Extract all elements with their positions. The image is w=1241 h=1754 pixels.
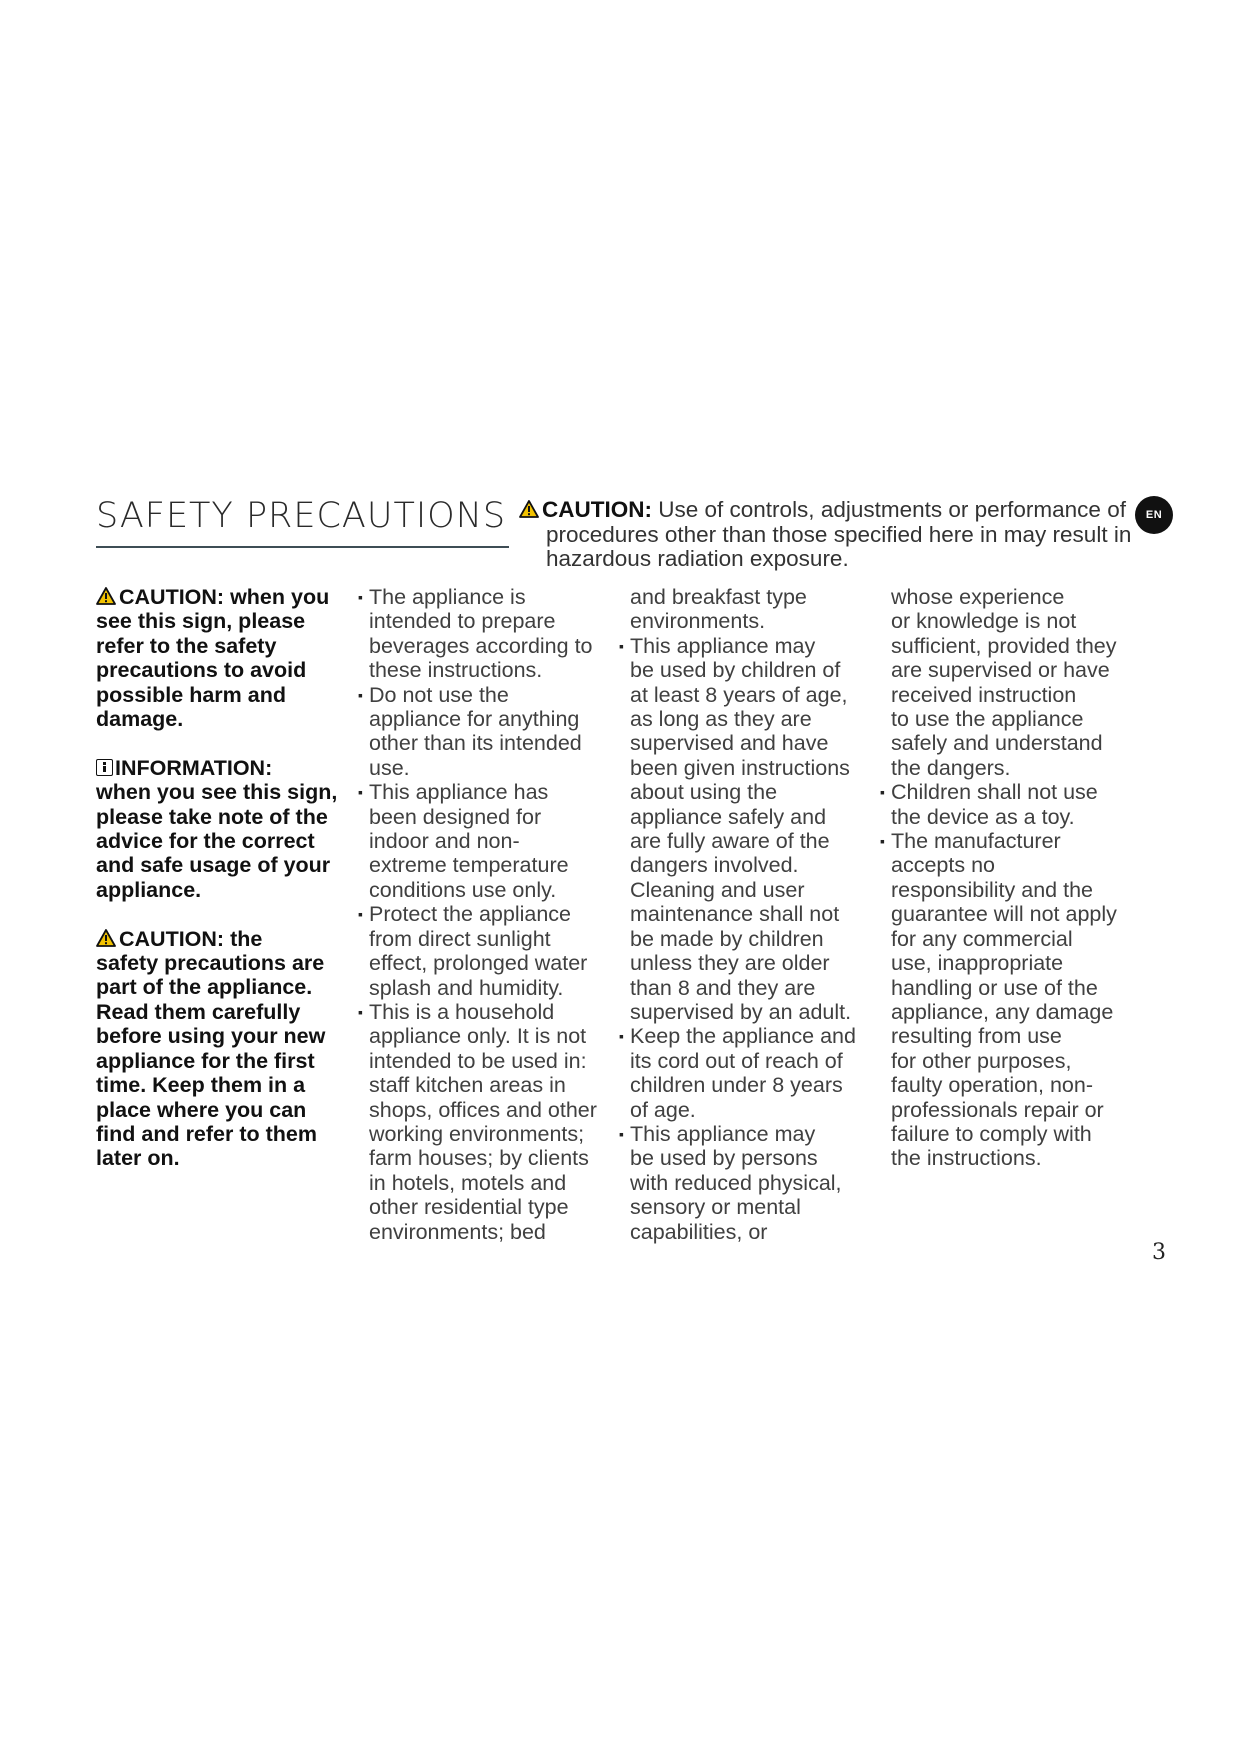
column-text-line: indoor and non-	[369, 829, 520, 854]
information-note	[96, 756, 358, 902]
column-text-line: environments.	[630, 609, 766, 634]
caution-note-line: refer to the safety	[96, 633, 277, 658]
column-text-line: sufficient, provided they	[891, 633, 1117, 658]
top-caution-notice	[519, 498, 1141, 572]
column-text-line: supervised by an adult.	[630, 999, 852, 1024]
information-note-line: please take note of the	[96, 804, 328, 829]
top-caution-label: CAUTION:	[542, 497, 652, 522]
bullet-icon: ▪	[880, 833, 885, 850]
caution-note-line: damage.	[96, 707, 184, 732]
column-text-line: for any commercial	[891, 926, 1073, 951]
column-text-line: sensory or mental	[630, 1195, 801, 1220]
column-text-line: ▪ Do not use the	[358, 682, 509, 707]
information-note-line: when you see this sign,	[96, 780, 338, 805]
column-text-line: splash and humidity.	[369, 975, 564, 1000]
column-text-line: resulting from use	[891, 1024, 1062, 1049]
column-text-line: children under 8 years	[630, 1073, 843, 1098]
caution-safety-note-line: later on.	[96, 1146, 180, 1171]
top-caution-text: Use of controls, adjustments or performance of	[658, 497, 1126, 522]
page-number: 3	[1152, 1240, 1166, 1265]
column-text-line: unless they are older	[630, 951, 830, 976]
column-text-line: working environments;	[369, 1121, 585, 1146]
column-text-line: the instructions.	[891, 1146, 1042, 1171]
column-text-line: ▪ This appliance has	[358, 780, 549, 805]
column-text-line: be used by children of	[630, 658, 841, 683]
language-badge: EN	[1135, 496, 1173, 534]
column-text-line: effect, prolonged water	[369, 951, 588, 976]
column-text-line: shops, offices and other	[369, 1097, 597, 1122]
column-text-line: supervised and have	[630, 731, 829, 756]
column-text-line: whose experience	[891, 585, 1065, 609]
column-text-line: ▪ This appliance may	[619, 633, 816, 658]
warning-triangle-icon	[96, 929, 116, 947]
column-text-line: ▪ The appliance is	[358, 585, 526, 609]
warning-triangle-icon	[519, 500, 539, 518]
caution-safety-note-line: find and refer to them	[96, 1121, 317, 1146]
column-text-line: other residential type	[369, 1195, 569, 1220]
column-text-line: to use the appliance	[891, 707, 1084, 732]
bullet-icon: ▪	[619, 1028, 624, 1045]
caution-safety-note	[96, 927, 358, 1171]
column-text-line: beverages according to	[369, 633, 593, 658]
title-underline	[96, 546, 509, 548]
column-text-line: appliance for anything	[369, 707, 580, 732]
column-text-line: the dangers.	[891, 755, 1011, 780]
column-text-line: ▪ Keep the appliance and	[619, 1024, 856, 1049]
bullet-icon: ▪	[358, 906, 363, 923]
bullet-icon: ▪	[619, 637, 624, 654]
caution-note-line: possible harm and	[96, 682, 286, 707]
column-text-line: the device as a toy.	[891, 804, 1075, 829]
spacer	[96, 731, 358, 755]
information-note-line: and safe usage of your	[96, 853, 331, 878]
text-column-3	[880, 585, 1140, 1171]
text-column-1	[358, 585, 606, 1244]
information-note-line: appliance.	[96, 877, 202, 902]
column-text-line: use.	[369, 755, 410, 780]
column-text-line: been given instructions	[630, 755, 850, 780]
column-text-line: are supervised or have	[891, 658, 1110, 683]
column-text-line: other than its intended	[369, 731, 582, 756]
bullet-icon: ▪	[358, 1003, 363, 1020]
left-column-notes	[96, 585, 358, 1171]
caution-safety-note-line: part of the appliance.	[96, 975, 313, 1000]
column-text-line: ▪ This appliance may	[619, 1121, 816, 1146]
column-text-line: Cleaning and user	[630, 877, 805, 902]
column-text-line: ▪ The manufacturer	[880, 829, 1061, 854]
information-note-line: advice for the correct	[96, 829, 315, 854]
column-text-line: conditions use only.	[369, 877, 557, 902]
column-text-line: intended to be used in:	[369, 1048, 587, 1073]
column-text-line: professionals repair or	[891, 1097, 1104, 1122]
column-text-line: or knowledge is not	[891, 609, 1077, 634]
caution-safety-note-line: appliance for the first	[96, 1048, 315, 1073]
column-text-line: staff kitchen areas in	[369, 1073, 566, 1098]
column-text-line: these instructions.	[369, 658, 543, 683]
column-text-line: responsibility and the	[891, 877, 1093, 902]
column-text-line: failure to comply with	[891, 1121, 1092, 1146]
caution-note-line: CAUTION: when you	[96, 585, 358, 609]
column-text-line: its cord out of reach of	[630, 1048, 843, 1073]
column-text-line: ▪ Children shall not use	[880, 780, 1098, 805]
caution-safety-note-line: CAUTION: the	[96, 927, 358, 951]
column-text-line: be made by children	[630, 926, 824, 951]
column-text-line: extreme temperature	[369, 853, 569, 878]
bullet-icon: ▪	[619, 1125, 624, 1142]
caution-note-line: precautions to avoid	[96, 658, 307, 683]
caution-safety-note-line: place where you can	[96, 1097, 307, 1122]
column-text-line: be used by persons	[630, 1146, 818, 1171]
top-caution-line-1	[519, 498, 1141, 523]
column-text-line: at least 8 years of age,	[630, 682, 848, 707]
column-text-line: from direct sunlight	[369, 926, 551, 951]
column-text-line: appliance, any damage	[891, 999, 1114, 1024]
column-text-line: handling or use of the	[891, 975, 1098, 1000]
column-text-line: environments; bed	[369, 1219, 546, 1244]
column-text-line: accepts no	[891, 853, 995, 878]
bullet-icon: ▪	[358, 784, 363, 801]
caution-safety-note-line: Read them carefully	[96, 999, 301, 1024]
bullet-icon: ▪	[880, 784, 885, 801]
column-text-line: and breakfast type	[630, 585, 807, 609]
column-text-line: ▪ Protect the appliance	[358, 902, 571, 927]
information-note-line: INFORMATION:	[96, 756, 358, 780]
caution-safety-note-line: safety precautions are	[96, 951, 325, 976]
column-text-line: intended to prepare	[369, 609, 556, 634]
warning-triangle-icon	[96, 587, 116, 605]
column-text-line: for other purposes,	[891, 1048, 1072, 1073]
caution-note	[96, 585, 358, 731]
column-text-line: appliance only. It is not	[369, 1024, 587, 1049]
bullet-icon: ▪	[358, 686, 363, 703]
column-text-line: use, inappropriate	[891, 951, 1064, 976]
top-caution-line-3: hazardous radiation exposure.	[546, 546, 849, 571]
bullet-icon: ▪	[358, 589, 363, 605]
column-text-line: safely and understand	[891, 731, 1103, 756]
column-text-line: as long as they are	[630, 707, 812, 732]
caution-safety-note-line: time. Keep them in a	[96, 1073, 306, 1098]
column-text-line: with reduced physical,	[630, 1170, 842, 1195]
column-text-line: in hotels, motels and	[369, 1170, 567, 1195]
column-text-line: dangers involved.	[630, 853, 799, 878]
spacer	[96, 902, 358, 926]
column-text-line: been designed for	[369, 804, 542, 829]
column-text-line: maintenance shall not	[630, 902, 840, 927]
column-text-line: capabilities, or	[630, 1219, 768, 1244]
column-text-line: farm houses; by clients	[369, 1146, 589, 1171]
top-caution-line-2: procedures other than those specified here in may result in	[546, 521, 1132, 547]
column-text-line: ▪ This is a household	[358, 999, 555, 1024]
column-text-line: than 8 and they are	[630, 975, 816, 1000]
column-text-line: guarantee will not apply	[891, 902, 1117, 927]
caution-note-line: see this sign, please	[96, 609, 306, 634]
text-column-2	[619, 585, 867, 1244]
caution-safety-note-line: before using your new	[96, 1024, 326, 1049]
column-text-line: are fully aware of the	[630, 829, 830, 854]
column-text-line: about using the	[630, 780, 778, 805]
page-title: SAFETY PRECAUTIONS	[96, 496, 507, 536]
column-text-line: received instruction	[891, 682, 1077, 707]
column-text-line: faulty operation, non-	[891, 1073, 1093, 1098]
column-text-line: appliance safely and	[630, 804, 827, 829]
column-text-line: of age.	[630, 1097, 696, 1122]
info-box-icon	[96, 759, 113, 776]
